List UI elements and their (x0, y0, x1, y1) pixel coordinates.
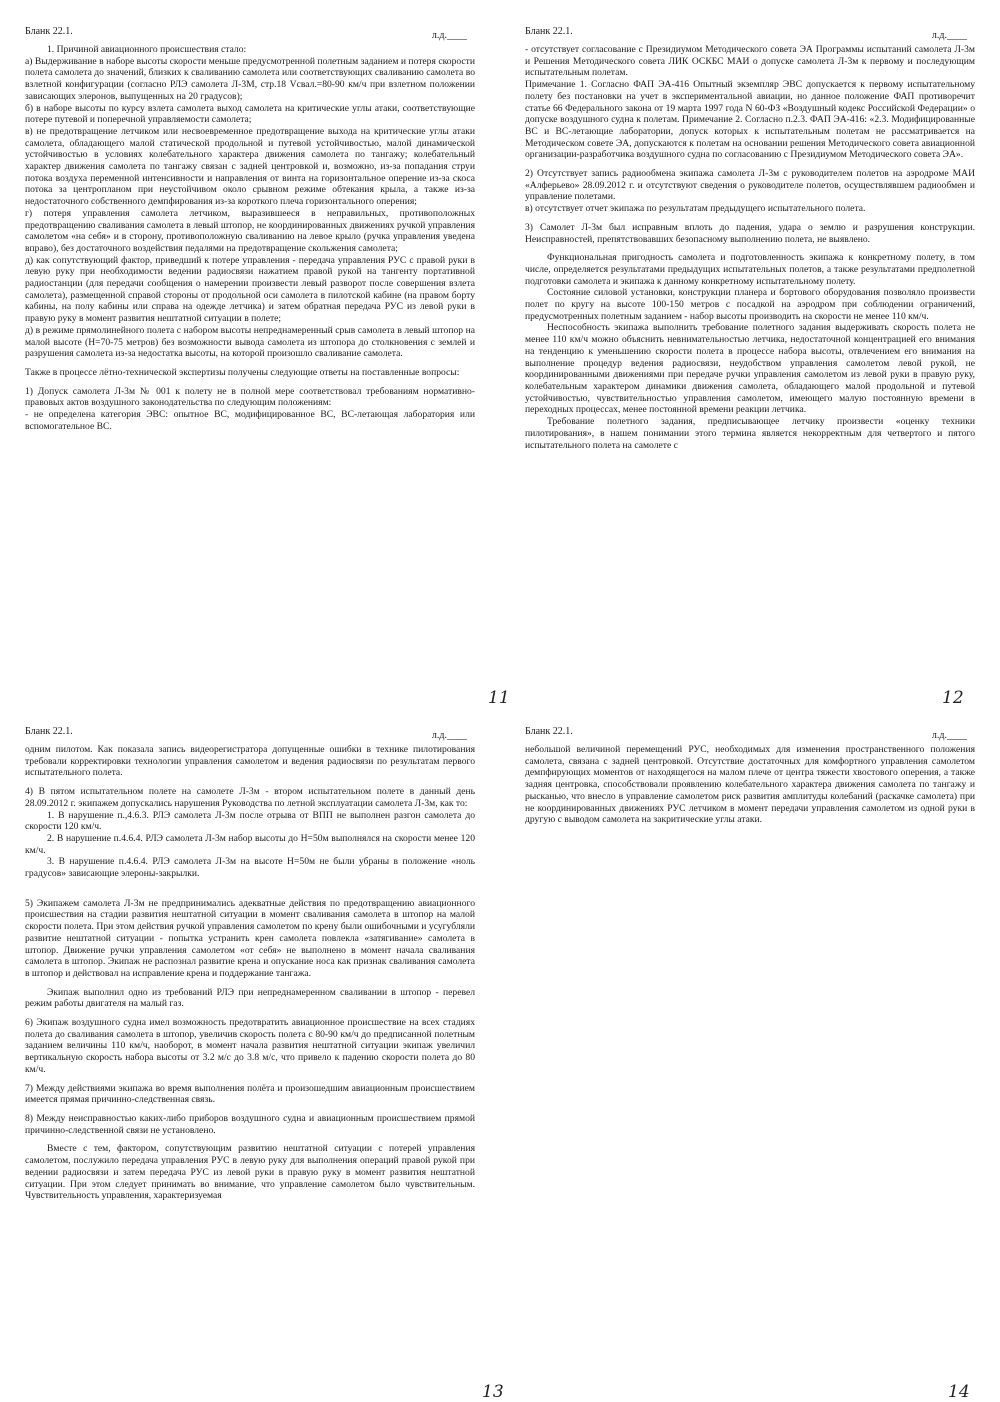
paragraph: - не определена категория ЭВС: опытное ВС, модифицированное ВС, ВС-летающая лаборатория или вспомогательное ВС. (25, 409, 475, 432)
paragraph: 1) Допуск самолета Л-3м № 001 к полету не в полной мере соответствовал требованиям нормативно-правовых актов воздушного законодательства по следующим положениям: (25, 385, 475, 409)
case-sheet-label: л.д.____ (431, 30, 467, 41)
paragraph: в) отсутствует отчет экипажа по результатам предыдущего испытательного полета. (525, 203, 866, 215)
page-text (25, 44, 475, 433)
paragraph: 7) Между действиями экипажа во время выполнения полёта и произошедшим авиационным происшествием имеется прямая причинно-следственная связь. (25, 1082, 475, 1106)
paragraph: в) не предотвращение летчиком или несвоевременное предотвращение выхода на критические углы атаки самолета, обладающего малой статической продольной и путевой устойчивостью, малой динамической устойчивостью в условиях колебательного характера движения самолета по тангажу; колебательный характер движения самолета по тангажу связан с задней центровкой и, возможно, из-за попадания струи потока воздуха переменной интенсивности и направления от винта на горизонтальное оперение из-за скоса потока за центропланом при неустойчивом около срывном режиме обтекания крыла, а также из-за недостаточного собственного демпфирования из-за короткого плеча горизонтального оперения; (25, 125, 475, 208)
paragraph: 8) Между неисправностью каких-либо приборов воздушного судна и авиационным происшествием прямой причинно-следственной связи не установлено. (25, 1112, 475, 1136)
paragraph: г) потеря управления самолета летчиком, выразившееся в неправильных, противоположных предотвращению сваливания самолета в левый штопор, не координированных движениях ручкой управления самолетом «на себя» и в сторону, противоположную сваливанию на левое крыло (ручка управления уведена вправо), без достаточного воздействия педалями на предотвращение скольжения самолета; (25, 207, 475, 254)
paragraph: б) в наборе высоты по курсу взлета самолета выход самолета на критические углы атаки, соответствующие потере путевой и поперечной управляемости самолета; (25, 102, 475, 126)
form-label: Бланк 22.1. (25, 26, 73, 37)
document-page-14 (525, 722, 975, 1402)
paragraph: - отсутствует согласование с Президиумом Методического совета ЭА Программы испытаний самолета Л-3м и Решения Методического совета ЛИК ОСКБС МАИ о допуске самолета Л-3м к первому и последующим испытательным полетам. (525, 44, 975, 79)
paragraph: Примечание 1. Согласно ФАП ЭА-416 Опытный экземпляр ЭВС допускается к первому испытательному полету без постановки на учет в экспериментальной авиации, но данное положение ФАП противоречит статье 66 Федерального закона от 19 марта 1997 года N 60-ФЗ «Воздушный кодекс Российской Федерации» о допуске воздушного судна к полетам. Примечание 2. Согласно п.2.3. ФАП ЭА-416: «2.3. Модифицированные ВС и ВС-летающие лаборатории, допуск которых к испытательным полетам не рассматривается на Методическом совете ЭА, допускаются к полетам на основании решения Методического совета авиационной организации-разработчика воздушного судна по согласованию с Президиумом Методического совета ЭА». (525, 79, 975, 161)
paragraph: а) Выдерживание в наборе высоты скорости меньше предусмотренной полетным заданием и потеря скорости полета самолета до значений, близких к сваливанию самолета или соответствующих сваливанию самолета во взлетной конфигурации (согласно РЛЭ самолета Л-3М, стр.18 Vсвал.=80-90 км/ч при взлетном положении зависающих элеронов, выпущенных на 20 градусов); (25, 55, 475, 102)
page-number-handwritten: 12 (942, 688, 964, 708)
page-text (25, 744, 475, 1202)
paragraph: 4) В пятом испытательном полете на самолете Л-3м - втором испытательном полете в данный день 28.09.2012 г. экипажем допускались нарушения Руководства по летной эксплуатации самолета Л-3м, как то: (25, 786, 475, 809)
list-item: 3. В нарушение п.4.6.4. РЛЭ самолета Л-3м на высоте Н=50м не были убраны в положение «ноль градусов» зависающие элероны-закрылки. (25, 856, 475, 880)
form-label: Бланк 22.1. (525, 726, 573, 737)
page-number-handwritten: 13 (482, 1382, 504, 1402)
paragraph: 6) Экипаж воздушного судна имел возможность предотвратить авиационное происшествие на всех стадиях полета до сваливания самолета в штопор, увеличив скорость полета с 80-90 км/ч до предписанной полетным заданием величины 110 км/ч, наоборот, в момент начала развития нештатной ситуации экипаж увеличил вертикальную скорость набора высоты от 3.2 м/с до 3.8 м/с, что привело к падению скорости полета до 80 км/ч. (25, 1017, 475, 1075)
form-label: Бланк 22.1. (25, 726, 73, 737)
list-item: 2. В нарушение п.4.6.4. РЛЭ самолета Л-3м набор высоты до Н=50м выполнялся на скорости менее 120 км/ч. (25, 832, 475, 856)
document-page-13 (25, 722, 475, 1402)
paragraph: Экипаж выполнил одно из требований РЛЭ при непреднамеренном сваливании в штопор - перевел режим работы двигателя на малый газ. (25, 986, 475, 1010)
paragraph: Неспособность экипажа выполнить требование полетного задания выдерживать скорость полета не менее 110 км/ч можно объяснить невнимательностью летчика, недостаточной концентрацией его внимания на тенденцию к уменьшению скорости полета в процессе набора высоты, отвлечением его внимания на выполнение процедур ведения радиосвязи, неудобством управления самолетом левой рукой, не координированными движениями при передаче ручки управления самолетом из левой руки в правую руку, колебательным характером динамики движения самолета, обладающего малой продольной и путевой устойчивостью, чувствительностью управления самолетом, имеющего малую постоянную времени в переходных процессах, менее постоянной времени реакции летчика. (525, 322, 975, 416)
page-text (525, 744, 975, 826)
paragraph: небольшой величиной перемещений РУС, необходимых для изменения пространственного положения самолета, связана с задней центровкой. Отсутствие достаточных для комфортного управления самолетом демпфирующих моментов от находящегося на малом плече от центра тяжести хвостового оперения, а также задняя центровка, способствовали проявлению колебательного характера движения самолета по тангажу и рысканью, что внесло в управление самолетом риск развития амплитуды колебаний (раскачке самолета) при не координированных движениях РУС летчиком в момент передачи управления самолетом из одной руки в другую с выводом самолета на закритические углы атаки. (525, 744, 975, 826)
document-page-11 (25, 22, 475, 702)
paragraph: д) как сопутствующий фактор, приведший к потере управления - передача управления РУС с правой руки в левую руку при необходимости ведении радиосвязи нажатием правой рукой на тангенту портативной радиостанции (для передачи сообщения о намерении произвести левый разворот после совершения взлета самолета), размещенной справой стороны от продольной оси самолета в пилотской кабине (на правом борту кабины, на полу кабины или справа на одежде летчика) и затем обратная передача РУС из левой руки в правую руку в момент развития нештатной ситуации в полете; (25, 254, 475, 325)
paragraph: одним пилотом. Как показала запись видеорегистратора допущенные ошибки в технике пилотирования требовали корректировки технологии управления самолетом и ведения радиосвязи по результатам первого испытательного полета. (25, 744, 475, 779)
paragraph: Состояние силовой установки, конструкции планера и бортового оборудования позволяло произвести полет по кругу на высоте 100-150 метров с посадкой на аэродром при соблюдении ограничений, предусмотренных полетным заданием - набор высоты производить на скорости не менее 110 км/ч. (525, 287, 975, 322)
list-item: 1. В нарушение п.,4.6.3. РЛЭ самолета Л-3м после отрыва от ВПП не выполнен разгон самолета до скорости 120 км/ч. (25, 809, 475, 833)
paragraph: 3) Самолет Л-3м был исправным вплоть до падения, удара о землю и разрушения конструкции. Неисправностей, препятствовавших безопасному выполнению полета, не выявлено. (525, 221, 975, 245)
page-number-handwritten: 14 (948, 1382, 970, 1402)
paragraph: Вместе с тем, фактором, сопутствующим развитию нештатной ситуации с потерей управления самолетом, послужило передача управления РУС в левую руку для выполнения операций правой рукой при ведении радиосвязи и затем передача РУС из левой руки в правую руку в момент развития нештатной ситуации. При этом следует принимать во внимание, что управление самолетом было чувствительным. Чувствительность управления, характеризуемая (25, 1143, 475, 1202)
form-label: Бланк 22.1. (525, 26, 573, 37)
page-number-handwritten: 11 (488, 688, 510, 708)
page-text (525, 44, 975, 451)
case-sheet-label: л.д.____ (431, 730, 467, 741)
paragraph: 2) Отсутствует запись радиообмена экипажа самолета Л-3м с руководителем полетов на аэродроме МАИ «Алферьево» 28.09.2012 г. и отсутствуют сведения о руководителе полетов, осуществлявшем радиообмен и управление полетами. (525, 168, 975, 203)
paragraph: Также в процессе лётно-технической экспертизы получены следующие ответы на поставленные вопросы: (25, 366, 460, 378)
document-page-12 (525, 22, 975, 702)
case-sheet-label: л.д.____ (931, 30, 967, 41)
paragraph: 1. Причиной авиационного происшествия стало: (47, 44, 247, 55)
paragraph: Функциональная пригодность самолета и подготовленность экипажа к конкретному полету, в том числе, определяется результатами предыдущих испытательных полетов, а также результатами предполетной подготовки самолета и экипажа к данному конкретному испытательному полету. (525, 252, 975, 287)
case-sheet-label: л.д.____ (931, 730, 967, 741)
paragraph: Требование полетного задания, предписывающее летчику произвести «оценку техники пилотирования», в нашем понимании этого термина является некорректным для четвертого и пятого испытательного полета на самолете с (525, 416, 975, 451)
paragraph: д) в режиме прямолинейного полета с набором высоты непреднамеренный срыв самолета в левый штопор на малой высоте (Н=70-75 метров) без возможности вывода самолета из штопора до столкновения с землей и разрушения самолета из-за недостатка высоты, на которой произошло сваливание самолета. (25, 324, 475, 360)
paragraph: 5) Экипажем самолета Л-3м не предпринимались адекватные действия по предотвращению авиационного происшествия на стадии развития нештатной ситуации в момент сваливания самолета в штопор на малой скорости полета. При этом действия ручкой управления самолетом по крену были ошибочными и усугубляли развитие нештатной ситуации - попытка устранить крен самолета повлекла «затягивание» самолета в штопор. Движение ручки управления самолетом «от себя» не выполнено в момент начала сваливания самолета в штопор. Экипаж не распознал развитие крена и опускание носа как признак сваливания самолета в штопор и действовал на исправление крена и поддержание тангажа. (25, 897, 475, 979)
